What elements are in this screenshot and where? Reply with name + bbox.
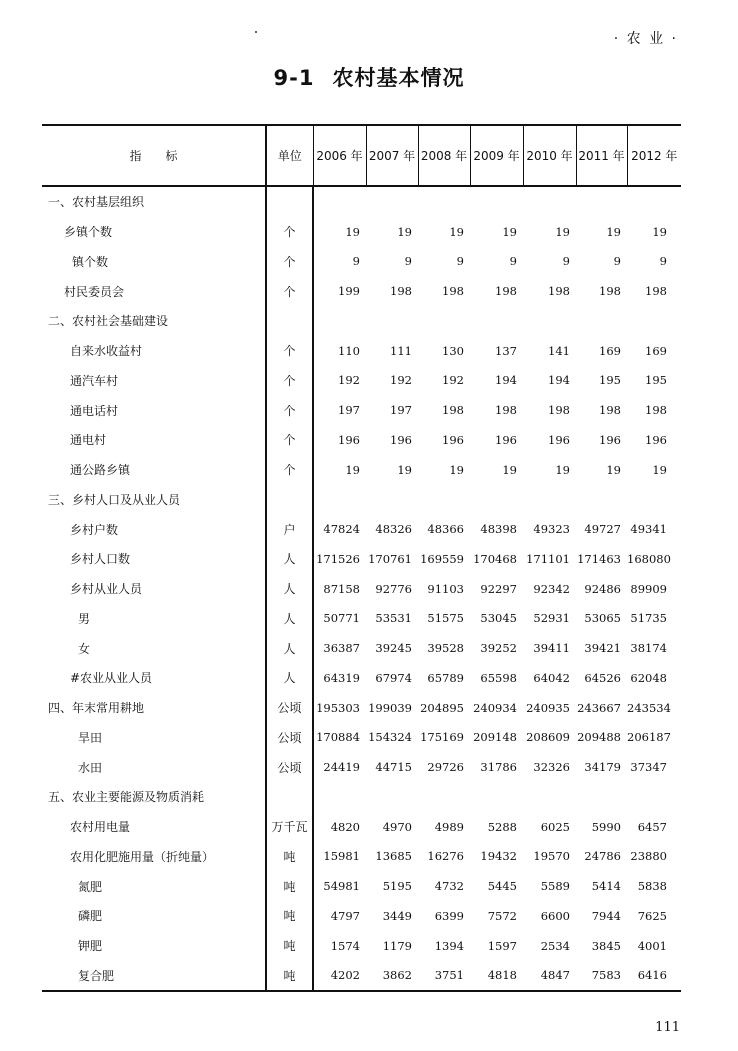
cell-value: 168080 <box>627 551 671 566</box>
cell-value: 37347 <box>630 760 667 775</box>
cell-value: 1394 <box>434 938 464 953</box>
cell-value: 1179 <box>382 938 412 953</box>
cell-value: 4818 <box>470 961 523 992</box>
cell-value: 67974 <box>375 670 412 685</box>
row-unit: 个 <box>266 336 313 366</box>
cell-value: 209488 <box>577 730 621 745</box>
cell-value: 64042 <box>533 670 570 685</box>
cell-value: 23880 <box>630 849 667 864</box>
cell-value: 19 <box>397 462 412 477</box>
cell-value: 209148 <box>473 730 517 745</box>
cell-value: 51735 <box>630 611 667 626</box>
cell-value: 92486 <box>584 581 621 596</box>
cell-value: 194 <box>548 373 570 388</box>
table-row <box>42 276 681 306</box>
cell-value: 196 <box>338 432 360 447</box>
cell-value <box>366 186 418 217</box>
cell-value: 198 <box>442 403 464 418</box>
cell-value: 175169 <box>420 730 464 745</box>
cell-value: 3449 <box>382 908 412 923</box>
cell-value: 5990 <box>591 819 621 834</box>
table-row <box>42 574 681 604</box>
row-label: 村民委员会 <box>64 284 125 299</box>
cell-value: 19 <box>652 462 667 477</box>
cell-value <box>523 306 576 336</box>
cell-value <box>523 186 576 217</box>
row-label: 农村用电量 <box>70 820 131 835</box>
cell-value: 5445 <box>487 879 517 894</box>
cell-value: 48398 <box>480 522 517 537</box>
cell-value: 198 <box>548 403 570 418</box>
cell-value: 19 <box>449 224 464 239</box>
cell-value <box>470 306 523 336</box>
cell-value: 31786 <box>480 760 517 775</box>
cell-value <box>576 306 627 336</box>
cell-value: 198 <box>495 403 517 418</box>
cell-value: 2534 <box>540 938 570 953</box>
cell-value <box>313 485 366 515</box>
row-unit: 公顷 <box>266 693 313 723</box>
cell-value: 169 <box>599 343 621 358</box>
row-unit: 户 <box>266 514 313 544</box>
table-row <box>42 514 681 544</box>
cell-value: 29726 <box>427 760 464 775</box>
column-header-year: 2010 年 <box>523 125 576 186</box>
cell-value: 54981 <box>323 879 360 894</box>
column-header-year: 2009 年 <box>470 125 523 186</box>
row-unit: 公顷 <box>266 723 313 753</box>
cell-value: 110 <box>338 343 360 358</box>
cell-value: 48326 <box>375 522 412 537</box>
cell-value: 4202 <box>313 961 366 992</box>
cell-value: 9 <box>613 254 621 269</box>
rural-basic-situation-table <box>42 124 681 992</box>
cell-value <box>418 485 470 515</box>
column-header-unit: 单位 <box>266 125 313 186</box>
cell-value: 24786 <box>584 849 621 864</box>
table-number: 9-1 <box>273 66 315 90</box>
row-label: 乡镇个数 <box>64 225 113 240</box>
row-label: 通公路乡镇 <box>70 463 131 478</box>
column-header-year: 2006 年 <box>313 125 366 186</box>
table-row <box>42 544 681 574</box>
row-label: 旱田 <box>78 730 103 745</box>
row-unit: 人 <box>266 604 313 634</box>
cell-value <box>313 186 366 217</box>
table-row <box>42 663 681 693</box>
cell-value: 34179 <box>584 760 621 775</box>
cell-value <box>366 782 418 812</box>
table-row <box>42 336 681 366</box>
cell-value: 50771 <box>323 611 360 626</box>
cell-value: 171463 <box>577 551 621 566</box>
cell-value: 170468 <box>473 551 517 566</box>
cell-value: 196 <box>442 432 464 447</box>
section-header: · 农 业 · <box>613 31 678 47</box>
row-unit: 个 <box>266 425 313 455</box>
column-header-year: 2012 年 <box>627 125 681 186</box>
cell-value <box>523 485 576 515</box>
row-label: 水田 <box>78 760 103 775</box>
cell-value: 4989 <box>434 819 464 834</box>
cell-value: 192 <box>390 373 412 388</box>
cell-value: 5838 <box>637 879 667 894</box>
table-row <box>42 961 681 992</box>
cell-value: 194 <box>495 373 517 388</box>
table-row <box>42 395 681 425</box>
row-label: 通电话村 <box>70 403 119 418</box>
cell-value: 5288 <box>487 819 517 834</box>
cell-value: 7944 <box>591 908 621 923</box>
cell-value: 198 <box>645 403 667 418</box>
row-unit: 公顷 <box>266 752 313 782</box>
cell-value: 169559 <box>420 551 464 566</box>
table-row <box>42 186 681 217</box>
cell-value: 195303 <box>316 700 360 715</box>
cell-value: 19 <box>449 462 464 477</box>
cell-value: 195 <box>645 373 667 388</box>
cell-value <box>523 782 576 812</box>
cell-value: 192 <box>338 373 360 388</box>
table-row <box>42 633 681 663</box>
row-label: 五、农业主要能源及物质消耗 <box>48 790 205 805</box>
table-row <box>42 425 681 455</box>
cell-value: 39421 <box>584 641 621 656</box>
cell-value: 13685 <box>375 849 412 864</box>
table-row <box>42 247 681 277</box>
cell-value: 92342 <box>533 581 570 596</box>
table-row <box>42 782 681 812</box>
cell-value: 39528 <box>427 641 464 656</box>
row-unit: 人 <box>266 574 313 604</box>
row-label: 自来水收益村 <box>70 344 143 359</box>
cell-value <box>313 782 366 812</box>
cell-value: 15981 <box>323 849 360 864</box>
row-unit: 人 <box>266 663 313 693</box>
row-unit: 吨 <box>266 842 313 872</box>
cell-value: 3751 <box>418 961 470 992</box>
cell-value: 39245 <box>375 641 412 656</box>
cell-value: 206187 <box>627 730 671 745</box>
row-label: 四、年末常用耕地 <box>48 701 145 716</box>
column-header-year: 2007 年 <box>366 125 418 186</box>
row-label: 一、农村基层组织 <box>48 195 145 210</box>
cell-value: 141 <box>548 343 570 358</box>
cell-value: 19570 <box>533 849 570 864</box>
cell-value: 154324 <box>368 730 412 745</box>
cell-value: 44715 <box>375 760 412 775</box>
cell-value: 19 <box>652 224 667 239</box>
row-unit: 人 <box>266 633 313 663</box>
cell-value: 170884 <box>316 730 360 745</box>
cell-value <box>627 306 681 336</box>
row-unit: 吨 <box>266 901 313 931</box>
cell-value: 198 <box>599 284 621 299</box>
cell-value: 192 <box>442 373 464 388</box>
cell-value: 196 <box>645 432 667 447</box>
cell-value: 198 <box>548 284 570 299</box>
cell-value: 4820 <box>330 819 360 834</box>
cell-value: 7625 <box>637 908 667 923</box>
table-row <box>42 752 681 782</box>
cell-value: 240934 <box>473 700 517 715</box>
cell-value: 4732 <box>434 879 464 894</box>
cell-value <box>627 186 681 217</box>
cell-value: 19 <box>606 462 621 477</box>
cell-value: 19 <box>345 224 360 239</box>
row-label: 女 <box>78 641 91 656</box>
cell-value: 9 <box>352 254 360 269</box>
cell-value: 49727 <box>584 522 621 537</box>
page-number: 111 <box>655 1020 680 1035</box>
cell-value: 197 <box>338 403 360 418</box>
row-label: 二、农村社会基础建设 <box>48 314 169 329</box>
row-unit: 吨 <box>266 931 313 961</box>
row-unit <box>266 186 313 217</box>
row-label: 乡村从业人员 <box>70 582 143 597</box>
cell-value: 130 <box>442 343 464 358</box>
cell-value <box>418 186 470 217</box>
table-row <box>42 812 681 842</box>
cell-value: 243667 <box>577 700 621 715</box>
cell-value: 9 <box>456 254 464 269</box>
cell-value: 92776 <box>375 581 412 596</box>
cell-value: 53531 <box>375 611 412 626</box>
table-row <box>42 842 681 872</box>
cell-value: 53065 <box>584 611 621 626</box>
cell-value: 9 <box>404 254 412 269</box>
row-label: 三、乡村人口及从业人员 <box>48 492 181 507</box>
cell-value: 3862 <box>366 961 418 992</box>
table-row <box>42 693 681 723</box>
table-row <box>42 485 681 515</box>
cell-value: 32326 <box>533 760 570 775</box>
cell-value: 196 <box>599 432 621 447</box>
row-unit: 吨 <box>266 961 313 992</box>
row-unit: 吨 <box>266 871 313 901</box>
table-row <box>42 366 681 396</box>
row-unit: 个 <box>266 217 313 247</box>
cell-value: 49341 <box>630 522 667 537</box>
cell-value: 48366 <box>427 522 464 537</box>
cell-value: 65789 <box>427 670 464 685</box>
table-row <box>42 306 681 336</box>
cell-value: 195 <box>599 373 621 388</box>
cell-value <box>418 306 470 336</box>
cell-value: 91103 <box>427 581 464 596</box>
cell-value: 62048 <box>630 670 667 685</box>
row-label: 乡村人口数 <box>70 552 131 567</box>
cell-value: 19 <box>606 224 621 239</box>
cell-value: 9 <box>562 254 570 269</box>
column-header-year: 2008 年 <box>418 125 470 186</box>
cell-value <box>366 485 418 515</box>
cell-value: 169 <box>645 343 667 358</box>
row-label: 通电村 <box>70 433 107 448</box>
row-unit: 人 <box>266 544 313 574</box>
cell-value: 19 <box>502 462 517 477</box>
cell-value: 137 <box>495 343 517 358</box>
row-label: #农业从业人员 <box>70 671 153 686</box>
cell-value: 6399 <box>434 908 464 923</box>
cell-value: 6025 <box>540 819 570 834</box>
cell-value: 53045 <box>480 611 517 626</box>
column-header-indicator: 指 标 <box>42 125 266 186</box>
cell-value: 89909 <box>630 581 667 596</box>
cell-value: 7572 <box>487 908 517 923</box>
cell-value: 240935 <box>526 700 570 715</box>
cell-value <box>576 186 627 217</box>
cell-value: 9 <box>509 254 517 269</box>
cell-value: 64319 <box>323 670 360 685</box>
cell-value: 36387 <box>323 641 360 656</box>
cell-value: 6457 <box>637 819 667 834</box>
cell-value: 52931 <box>533 611 570 626</box>
cell-value: 199 <box>338 284 360 299</box>
cell-value <box>470 485 523 515</box>
cell-value <box>576 782 627 812</box>
cell-value: 198 <box>599 403 621 418</box>
cell-value: 243534 <box>627 700 671 715</box>
cell-value: 39411 <box>533 641 570 656</box>
row-unit <box>266 306 313 336</box>
row-label: 复合肥 <box>42 961 266 992</box>
table-row <box>42 901 681 931</box>
cell-value: 9 <box>659 254 667 269</box>
cell-value: 19 <box>397 224 412 239</box>
row-unit: 个 <box>266 247 313 277</box>
table-row <box>42 604 681 634</box>
table-row <box>42 455 681 485</box>
cell-value: 198 <box>442 284 464 299</box>
cell-value <box>366 306 418 336</box>
row-label: 男 <box>78 611 91 626</box>
cell-value: 5414 <box>591 879 621 894</box>
cell-value: 4797 <box>330 908 360 923</box>
cell-value: 16276 <box>427 849 464 864</box>
cell-value: 19 <box>502 224 517 239</box>
row-unit: 个 <box>266 366 313 396</box>
row-label: 镇个数 <box>72 254 109 269</box>
cell-value: 51575 <box>427 611 464 626</box>
cell-value: 4001 <box>637 938 667 953</box>
cell-value: 199039 <box>368 700 412 715</box>
page-title <box>0 62 738 92</box>
cell-value: 24419 <box>323 760 360 775</box>
cell-value: 198 <box>390 284 412 299</box>
cell-value: 5589 <box>540 879 570 894</box>
cell-value <box>313 306 366 336</box>
cell-value: 65598 <box>480 670 517 685</box>
cell-value: 111 <box>390 343 412 358</box>
row-unit: 个 <box>266 395 313 425</box>
table-row <box>42 931 681 961</box>
row-unit <box>266 485 313 515</box>
cell-value: 19 <box>555 224 570 239</box>
cell-value <box>470 782 523 812</box>
row-label: 农用化肥施用量（折纯量） <box>70 849 215 864</box>
cell-value: 196 <box>548 432 570 447</box>
table-title: 农村基本情况 <box>332 66 465 90</box>
cell-value: 4847 <box>523 961 576 992</box>
cell-value: 5195 <box>382 879 412 894</box>
row-unit: 万千瓦 <box>266 812 313 842</box>
cell-value: 6416 <box>627 961 681 992</box>
table-body <box>42 186 681 991</box>
table-row <box>42 723 681 753</box>
cell-value: 204895 <box>420 700 464 715</box>
cell-value: 4970 <box>382 819 412 834</box>
cell-value: 196 <box>495 432 517 447</box>
cell-value: 92297 <box>480 581 517 596</box>
column-header-year: 2011 年 <box>576 125 627 186</box>
cell-value: 198 <box>645 284 667 299</box>
row-label: 氮肥 <box>78 879 103 894</box>
table-row <box>42 217 681 247</box>
row-label: 钾肥 <box>78 939 103 954</box>
cell-value: 208609 <box>526 730 570 745</box>
cell-value: 196 <box>390 432 412 447</box>
table-row <box>42 871 681 901</box>
cell-value: 39252 <box>480 641 517 656</box>
cell-value: 7583 <box>576 961 627 992</box>
cell-value: 1574 <box>330 938 360 953</box>
row-unit: 个 <box>266 455 313 485</box>
scan-dot <box>255 31 257 33</box>
cell-value: 19432 <box>480 849 517 864</box>
row-unit <box>266 782 313 812</box>
cell-value: 170761 <box>368 551 412 566</box>
cell-value: 198 <box>495 284 517 299</box>
row-label: 通汽车村 <box>70 373 119 388</box>
cell-value: 87158 <box>323 581 360 596</box>
cell-value <box>627 782 681 812</box>
cell-value: 171526 <box>316 551 360 566</box>
cell-value <box>627 485 681 515</box>
cell-value: 64526 <box>584 670 621 685</box>
cell-value: 19 <box>345 462 360 477</box>
cell-value: 38174 <box>630 641 667 656</box>
row-label: 乡村户数 <box>70 522 119 537</box>
cell-value: 47824 <box>323 522 360 537</box>
data-table-container <box>42 124 681 992</box>
cell-value: 6600 <box>540 908 570 923</box>
cell-value <box>576 485 627 515</box>
cell-value: 197 <box>390 403 412 418</box>
row-label: 磷肥 <box>78 909 103 924</box>
cell-value <box>470 186 523 217</box>
cell-value: 3845 <box>591 938 621 953</box>
cell-value: 49323 <box>533 522 570 537</box>
cell-value <box>418 782 470 812</box>
table-header-row <box>42 125 681 186</box>
cell-value: 19 <box>555 462 570 477</box>
row-unit: 个 <box>266 276 313 306</box>
cell-value: 171101 <box>526 551 570 566</box>
cell-value: 1597 <box>487 938 517 953</box>
